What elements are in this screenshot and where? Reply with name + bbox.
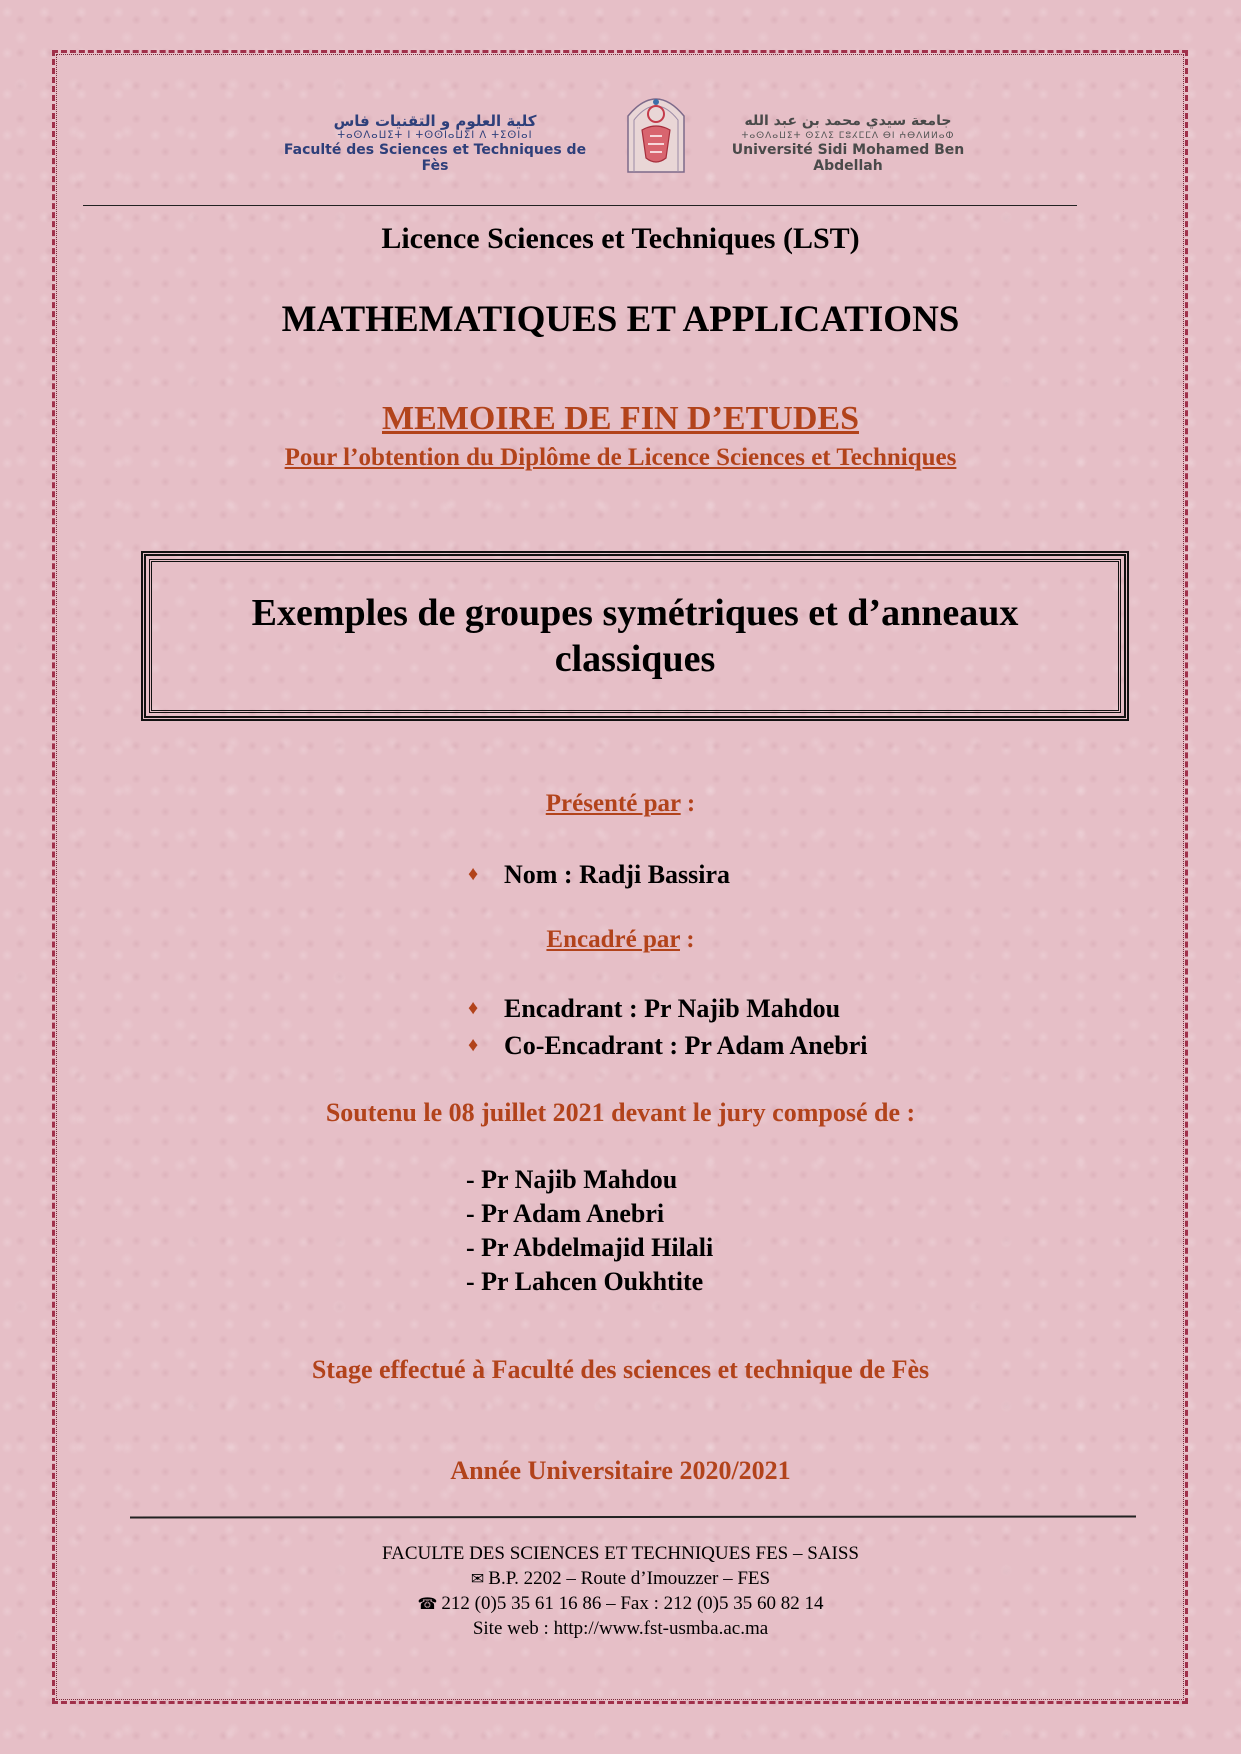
usmba-logo-french: Université Sidi Mohamed Ben Abdellah	[731, 142, 965, 174]
footer-phone: 212 (0)5 35 61 16 86 – Fax : 212 (0)5 35 60 82 14	[441, 1593, 824, 1614]
footer	[0, 1541, 1241, 1641]
fst-logo	[270, 112, 600, 174]
jury-list	[466, 1163, 713, 1299]
footer-website[interactable]: Site web : http://www.fst-usmba.ac.ma	[472, 1618, 769, 1639]
thesis-title-box	[141, 551, 1129, 721]
memoire-heading: MEMOIRE DE FIN D’ETUDES	[382, 400, 859, 437]
academic-year: Année Universitaire 2020/2021	[450, 1456, 791, 1485]
usmba-logo-arabic: جامعة سيدي محمد بن عبد الله	[744, 113, 952, 129]
supervised-by-label: Encadré par :	[546, 926, 695, 953]
thesis-title: Exemples de groupes symétriques et d’anneaux classiques	[251, 592, 1019, 680]
degree-label: Licence Sciences et Techniques (LST)	[381, 222, 860, 255]
presented-by-label: Présenté par :	[545, 790, 696, 817]
fst-logo-french: Faculté des Sciences et Techniques de Fès	[283, 142, 587, 174]
footer-address: B.P. 2202 – Route d’Imouzzer – FES	[488, 1568, 771, 1589]
co-supervisor-name: Co-Encadrant : Pr Adam Anebri	[504, 1030, 868, 1060]
list-item	[468, 856, 730, 893]
header-divider	[83, 205, 1077, 206]
student-name: Nom : Radji Bassira	[504, 859, 731, 889]
list-item: - Pr Abdelmajid Hilali	[466, 1233, 714, 1262]
list-item: - Pr Lahcen Oukhtite	[466, 1267, 704, 1296]
list-item: - Pr Adam Anebri	[466, 1199, 665, 1228]
fst-logo-arabic: كلية العلوم و التقنيات فاس	[333, 112, 537, 130]
list-item	[468, 1027, 868, 1064]
list-item	[468, 990, 868, 1027]
footer-institution: FACULTE DES SCIENCES ET TECHNIQUES FES – SAISS	[381, 1543, 859, 1564]
diamond-bullet-icon: ♦	[468, 863, 479, 885]
diamond-bullet-icon: ♦	[468, 1034, 479, 1056]
student-block	[468, 856, 730, 893]
mailbox-icon: ✉	[470, 1569, 485, 1588]
supervisor-name: Encadrant : Pr Najib Mahdou	[504, 993, 841, 1023]
usmba-logo-tifinagh: ⵜⴰⵙⴷⴰⵡⵉⵜ ⵙⵉⴷⵉ ⵎⵓⵃⵎⵎⴷ ⴱⵏ ⵄⴱⴷⵍⵍⴰⵀ	[741, 131, 955, 141]
header-logos	[0, 86, 1241, 176]
university-emblem-icon	[620, 86, 692, 174]
obtention-subheading: Pour l’obtention du Diplôme de Licence Sciences et Techniques	[284, 444, 957, 471]
phone-icon: ☎	[417, 1594, 438, 1613]
internship-location: Stage effectué à Faculté des sciences et technique de Fès	[311, 1355, 930, 1384]
diamond-bullet-icon: ♦	[468, 997, 479, 1019]
footer-phone-line	[0, 1591, 1241, 1616]
supervisors-list	[468, 990, 868, 1064]
usmba-logo	[708, 112, 988, 174]
fst-logo-tifinagh: ⵜⴰⵙⴷⴰⵡⵉⵜ ⵏ ⵜⵙⵙⵏⴰⵡⵉⵏ ⴷ ⵜⵉⵙⵏⴰⵏ	[337, 130, 533, 141]
footer-address-line	[0, 1566, 1241, 1591]
list-item: - Pr Najib Mahdou	[466, 1165, 678, 1194]
program-title: MATHEMATIQUES ET APPLICATIONS	[281, 299, 960, 340]
defense-date: Soutenu le 08 juillet 2021 devant le jury composé de :	[325, 1098, 916, 1127]
